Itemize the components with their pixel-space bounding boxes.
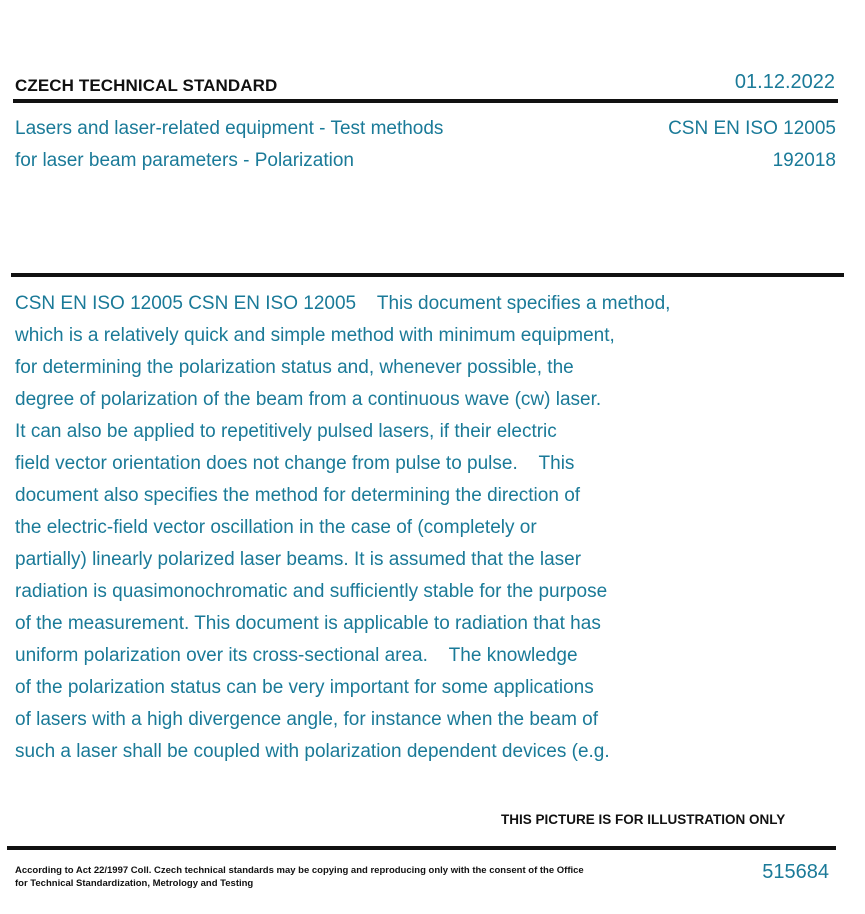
body-line: the electric-field vector oscillation in the case of (completely or [15, 517, 537, 538]
body-line: which is a relatively quick and simple method with minimum equipment, [15, 325, 615, 346]
title-line-1: Lasers and laser-related equipment - Test methods [15, 118, 444, 139]
body-line: of the polarization status can be very important for some applications [15, 677, 594, 698]
legal-line-2: for Technical Standardization, Metrology and Testing [15, 878, 254, 889]
body-line: uniform polarization over its cross-sectional area. The knowledge [15, 645, 578, 666]
title-divider [11, 273, 844, 277]
title-line-2: for laser beam parameters - Polarization [15, 150, 354, 171]
footer-divider [7, 846, 836, 850]
body-line: of lasers with a high divergence angle, for instance when the beam of [15, 709, 599, 730]
body-line: It can also be applied to repetitively pulsed lasers, if their electric [15, 421, 557, 442]
document-number: 515684 [762, 861, 829, 883]
body-line: such a laser shall be coupled with polarization dependent devices (e.g. [15, 741, 610, 762]
body-line: radiation is quasimonochromatic and sufficiently stable for the purpose [15, 581, 608, 602]
illustration-notice: THIS PICTURE IS FOR ILLUSTRATION ONLY [501, 812, 786, 827]
body-line: degree of polarization of the beam from a continuous wave (cw) laser. [15, 389, 602, 410]
class-code: 192018 [772, 150, 836, 171]
body-line: CSN EN ISO 12005 CSN EN ISO 12005 This document specifies a method, [15, 293, 671, 314]
header-divider [13, 99, 838, 103]
standard-label: CZECH TECHNICAL STANDARD [15, 76, 278, 95]
body-line: of the measurement. This document is applicable to radiation that has [15, 613, 601, 634]
legal-notice [15, 864, 584, 890]
body-line: document also specifies the method for determining the direction of [15, 485, 581, 506]
standard-code: CSN EN ISO 12005 [668, 118, 836, 139]
body-line: field vector orientation does not change from pulse to pulse. This [15, 453, 575, 474]
abstract-text [15, 288, 795, 768]
body-line: partially) linearly polarized laser beams. It is assumed that the laser [15, 549, 582, 570]
body-line: for determining the polarization status and, whenever possible, the [15, 357, 574, 378]
publication-date: 01.12.2022 [734, 71, 835, 93]
legal-line-1: According to Act 22/1997 Coll. Czech technical standards may be copying and reproducing only with the consent of the Office [15, 865, 584, 876]
